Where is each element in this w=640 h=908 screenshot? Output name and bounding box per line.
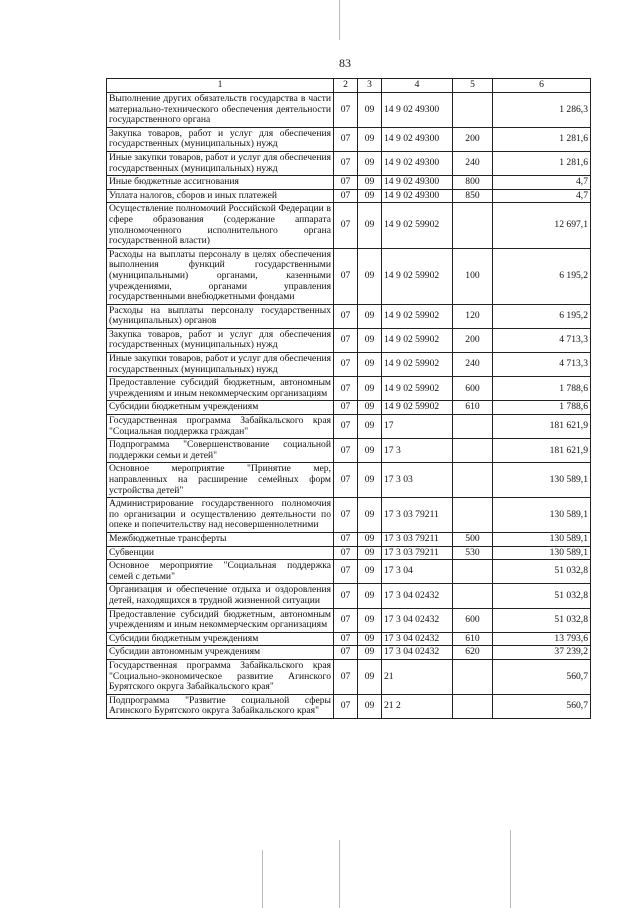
amount: 1 788,6 [493,377,591,401]
section-code: 07 [334,608,358,632]
target-article-code: 17 3 03 [382,463,453,498]
column-header: 1 [107,79,334,93]
table-row [107,532,591,546]
amount: 4 713,3 [493,353,591,377]
section-code: 07 [334,127,358,151]
expense-type-code: 100 [453,248,493,304]
expense-type-code: 530 [453,546,493,560]
target-article-code: 14 9 02 59902 [382,304,453,328]
item-name: Уплата налогов, сборов и иных платежей [107,189,334,203]
budget-table-body [107,93,591,719]
expense-type-code: 200 [453,127,493,151]
section-code: 07 [334,377,358,401]
target-article-code: 17 3 04 02432 [382,608,453,632]
expense-type-code [453,93,493,128]
item-name: Расходы на выплаты персоналу государственных (муниципальных) органов [107,304,334,328]
target-article-code: 14 9 02 59902 [382,353,453,377]
amount: 130 589,1 [493,463,591,498]
table-row [107,353,591,377]
table-row [107,584,591,608]
section-code: 07 [334,439,358,463]
target-article-code: 17 3 03 79211 [382,532,453,546]
amount: 4 713,3 [493,328,591,352]
page-number: 83 [339,56,351,70]
item-name: Государственная программа Забайкальского края "Социальная поддержка граждан" [107,415,334,439]
item-name: Субсидии автономным учреждениям [107,646,334,660]
item-name: Межбюджетные трансферты [107,532,334,546]
amount: 6 195,2 [493,248,591,304]
expense-type-code: 240 [453,353,493,377]
section-code: 07 [334,401,358,415]
amount: 51 032,8 [493,608,591,632]
expense-type-code: 850 [453,189,493,203]
target-article-code: 17 3 03 79211 [382,546,453,560]
table-row [107,463,591,498]
amount: 181 621,9 [493,439,591,463]
subsection-code: 09 [358,127,382,151]
section-code: 07 [334,632,358,646]
target-article-code: 17 3 04 02432 [382,584,453,608]
scan-line [262,850,263,908]
target-article-code: 14 9 02 49300 [382,93,453,128]
subsection-code: 09 [358,176,382,190]
item-name: Закупка товаров, работ и услуг для обеспечения государственных (муниципальных) нужд [107,127,334,151]
expense-type-code [453,463,493,498]
expense-type-code [453,203,493,248]
column-header: 5 [453,79,493,93]
section-code: 07 [334,176,358,190]
section-code: 07 [334,248,358,304]
target-article-code: 14 9 02 49300 [382,176,453,190]
item-name: Иные закупки товаров, работ и услуг для обеспечения государственных (муниципальных) нужд [107,151,334,175]
expense-type-code [453,498,493,533]
column-header: 3 [358,79,382,93]
expense-type-code [453,584,493,608]
subsection-code: 09 [358,632,382,646]
subsection-code: 09 [358,694,382,718]
amount: 1 281,6 [493,127,591,151]
item-name: Администрирование государственного полномочия по организации и осуществлению деятельности по опеке и попечительству над несовершеннолетними [107,498,334,533]
item-name: Предоставление субсидий бюджетным, автономным учреждениям и иным некоммерческим организациям [107,377,334,401]
expense-type-code [453,694,493,718]
table-row [107,328,591,352]
subsection-code: 09 [358,584,382,608]
amount: 1 281,6 [493,151,591,175]
subsection-code: 09 [358,659,382,694]
expense-type-code [453,415,493,439]
expense-type-code [453,439,493,463]
expense-type-code: 610 [453,401,493,415]
target-article-code: 17 3 04 [382,560,453,584]
target-article-code: 17 3 04 02432 [382,646,453,660]
table-header-row [107,79,591,93]
subsection-code: 09 [358,415,382,439]
column-header: 2 [334,79,358,93]
item-name: Субсидии бюджетным учреждениям [107,401,334,415]
section-code: 07 [334,560,358,584]
amount: 130 589,1 [493,498,591,533]
expense-type-code: 600 [453,608,493,632]
budget-table [106,78,591,719]
item-name: Основное мероприятие "Социальная поддержка семей с детьми" [107,560,334,584]
section-code: 07 [334,463,358,498]
section-code: 07 [334,353,358,377]
item-name: Выполнение других обязательств государства в части материально-технического обеспечения деятельности государственного органа [107,93,334,128]
subsection-code: 09 [358,401,382,415]
section-code: 07 [334,189,358,203]
expense-type-code: 610 [453,632,493,646]
table-row [107,415,591,439]
subsection-code: 09 [358,377,382,401]
expense-type-code: 600 [453,377,493,401]
amount: 130 589,1 [493,532,591,546]
target-article-code: 14 9 02 59902 [382,248,453,304]
item-name: Расходы на выплаты персоналу в целях обеспечения выполнения функций государственными (муниципальными) органами, казенными учреждениями, органами управления государственными внебюджетными фондами [107,248,334,304]
subsection-code: 09 [358,646,382,660]
subsection-code: 09 [358,439,382,463]
column-header: 4 [382,79,453,93]
section-code: 07 [334,532,358,546]
table-row [107,304,591,328]
item-name: Осуществление полномочий Российской Федерации в сфере образования (содержание аппарата уполномоченного исполнительного органа государственной власти) [107,203,334,248]
amount: 13 793,6 [493,632,591,646]
expense-type-code [453,659,493,694]
subsection-code: 09 [358,203,382,248]
section-code: 07 [334,546,358,560]
subsection-code: 09 [358,189,382,203]
table-row [107,151,591,175]
item-name: Государственная программа Забайкальского края "Социально-экономическое развитие Агинского Бурятского округа Забайкальского края" [107,659,334,694]
scan-line [510,830,511,908]
target-article-code: 17 3 03 79211 [382,498,453,533]
section-code: 07 [334,203,358,248]
amount: 130 589,1 [493,546,591,560]
amount: 6 195,2 [493,304,591,328]
table-row [107,401,591,415]
amount: 1 788,6 [493,401,591,415]
subsection-code: 09 [358,304,382,328]
target-article-code: 17 3 04 02432 [382,632,453,646]
target-article-code: 21 2 [382,694,453,718]
item-name: Предоставление субсидий бюджетным, автономным учреждениям и иным некоммерческим организациям [107,608,334,632]
section-code: 07 [334,328,358,352]
table-row [107,560,591,584]
table-row [107,646,591,660]
expense-type-code: 240 [453,151,493,175]
item-name: Основное мероприятие "Принятие мер, направленных на расширение семейных форм устройства детей" [107,463,334,498]
amount: 560,7 [493,659,591,694]
target-article-code: 14 9 02 49300 [382,151,453,175]
amount: 4,7 [493,176,591,190]
table-row [107,608,591,632]
target-article-code: 17 [382,415,453,439]
subsection-code: 09 [358,560,382,584]
subsection-code: 09 [358,463,382,498]
section-code: 07 [334,415,358,439]
subsection-code: 09 [358,498,382,533]
table-row [107,127,591,151]
section-code: 07 [334,151,358,175]
column-header: 6 [493,79,591,93]
amount: 4,7 [493,189,591,203]
table-row [107,377,591,401]
table-row [107,189,591,203]
table-row [107,248,591,304]
section-code: 07 [334,93,358,128]
target-article-code: 17 3 [382,439,453,463]
item-name: Подпрограмма "Развитие социальной сферы Агинского Бурятского округа Забайкальского края" [107,694,334,718]
amount: 560,7 [493,694,591,718]
target-article-code: 14 9 02 59902 [382,328,453,352]
section-code: 07 [334,498,358,533]
amount: 12 697,1 [493,203,591,248]
expense-type-code [453,560,493,584]
table-row [107,659,591,694]
table-row [107,93,591,128]
amount: 51 032,8 [493,584,591,608]
subsection-code: 09 [358,93,382,128]
section-code: 07 [334,694,358,718]
section-code: 07 [334,304,358,328]
target-article-code: 14 9 02 59902 [382,377,453,401]
subsection-code: 09 [358,608,382,632]
amount: 37 239,2 [493,646,591,660]
target-article-code: 21 [382,659,453,694]
amount: 181 621,9 [493,415,591,439]
expense-type-code: 800 [453,176,493,190]
subsection-code: 09 [358,151,382,175]
item-name: Иные закупки товаров, работ и услуг для обеспечения государственных (муниципальных) нужд [107,353,334,377]
item-name: Организация и обеспечение отдыха и оздоровления детей, находящихся в трудной жизненной ситуации [107,584,334,608]
subsection-code: 09 [358,532,382,546]
expense-type-code: 620 [453,646,493,660]
table-row [107,498,591,533]
table-row [107,439,591,463]
item-name: Закупка товаров, работ и услуг для обеспечения государственных (муниципальных) нужд [107,328,334,352]
section-code: 07 [334,646,358,660]
subsection-code: 09 [358,248,382,304]
scan-line [339,0,340,40]
section-code: 07 [334,659,358,694]
table-row [107,632,591,646]
target-article-code: 14 9 02 59902 [382,401,453,415]
target-article-code: 14 9 02 49300 [382,189,453,203]
table-row [107,176,591,190]
subsection-code: 09 [358,328,382,352]
item-name: Иные бюджетные ассигнования [107,176,334,190]
amount: 1 286,3 [493,93,591,128]
table-row [107,203,591,248]
amount: 51 032,8 [493,560,591,584]
target-article-code: 14 9 02 59902 [382,203,453,248]
item-name: Подпрограмма "Совершенствование социальной поддержки семьи и детей" [107,439,334,463]
subsection-code: 09 [358,353,382,377]
table-row [107,694,591,718]
section-code: 07 [334,584,358,608]
subsection-code: 09 [358,546,382,560]
table-row [107,546,591,560]
item-name: Субвенции [107,546,334,560]
expense-type-code: 200 [453,328,493,352]
expense-type-code: 500 [453,532,493,546]
expense-type-code: 120 [453,304,493,328]
target-article-code: 14 9 02 49300 [382,127,453,151]
item-name: Субсидии бюджетным учреждениям [107,632,334,646]
scan-line [339,840,340,908]
